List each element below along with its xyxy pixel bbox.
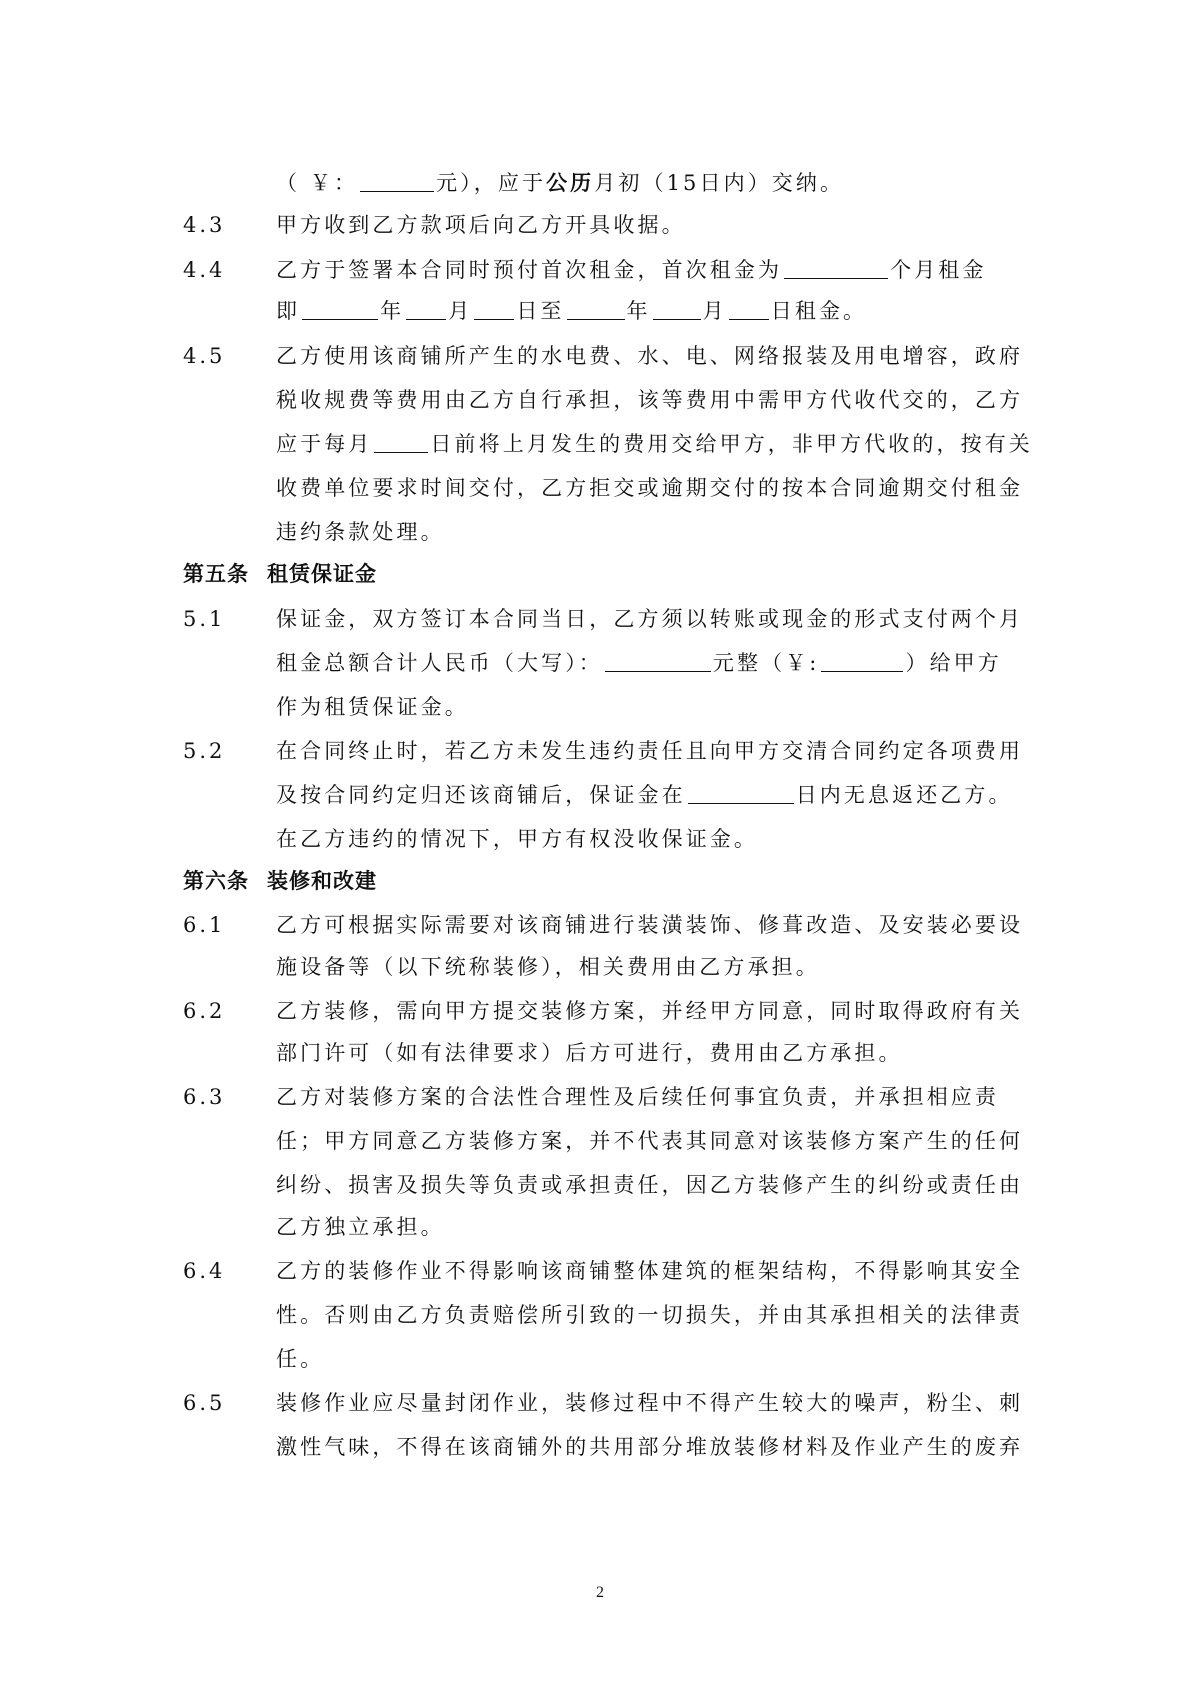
clause-4-5-line-3: 应于每月 日前将上月发生的费用交给甲方，非甲方代收的，按有关 [276, 432, 1033, 456]
clause-number-6-5: 6.5 [183, 1391, 226, 1415]
clause-6-3-line-1: 乙方对装修方案的合法性合理性及后续任何事宜负责，并承担相应责 [276, 1085, 999, 1109]
gregorian-calendar-term: 公历 [546, 170, 595, 195]
clause-number-6-4: 6.4 [183, 1259, 226, 1283]
clause-6-1-line-2: 施设备等（以下统称装修），相关费用由乙方承担。 [276, 955, 820, 979]
end-year-blank [567, 297, 625, 320]
clause-number-4-4: 4.4 [183, 258, 226, 282]
clause-6-1-line-1: 乙方可根据实际需要对该商铺进行装潢装饰、修葺改造、及安装必要设 [276, 913, 1024, 937]
clause-4-5-line-4: 收费单位要求时间交付，乙方拒交或逾期交付的按本合同逾期交付租金 [276, 476, 1024, 500]
clause-4-4-line-1: 乙方于签署本合同时预付首次租金，首次租金为 个月租金 [276, 258, 987, 282]
clause-4-3-text: 甲方收到乙方款项后向乙方开具收据。 [276, 213, 686, 237]
clause-5-2-line-1: 在合同终止时，若乙方未发生违约责任且向甲方交清合同约定各项费用 [276, 739, 1024, 763]
clause-number-4-5: 4.5 [183, 344, 226, 368]
end-day-blank [729, 297, 769, 320]
clause-6-4-line-1: 乙方的装修作业不得影响该商铺整体建筑的框架结构，不得影响其安全 [276, 1259, 1024, 1283]
clause-5-2-line-2: 及按合同约定归还该商铺后，保证金在 日内无息返还乙方。 [276, 783, 1013, 807]
start-year-blank [302, 297, 378, 320]
clause-4-5-line-2: 税收规费等费用由乙方自行承担，该等费用中需甲方代收代交的，乙方 [276, 388, 1024, 412]
rent-payment-line: （ ￥： 元），应于公历月初（15日内）交纳。 [276, 170, 845, 195]
start-month-blank [406, 297, 446, 320]
clause-6-4-line-2: 性。否则由乙方负责赔偿所引致的一切损失，并由其承担相关的法律责 [276, 1303, 1024, 1327]
months-blank [784, 256, 888, 279]
page-number: 2 [596, 1584, 604, 1601]
end-month-blank [653, 297, 701, 320]
payment-day-blank [374, 430, 428, 453]
clause-6-4-line-3: 任。 [276, 1347, 325, 1371]
clause-6-3-line-4: 乙方独立承担。 [276, 1215, 445, 1239]
clause-5-1-line-1: 保证金，双方签订本合同当日，乙方须以转账或现金的形式支付两个月 [276, 607, 1024, 631]
clause-6-2-line-2: 部门许可（如有法律要求）后方可进行，费用由乙方承担。 [276, 1041, 903, 1065]
clause-number-6-2: 6.2 [183, 999, 226, 1023]
clause-number-5-1: 5.1 [183, 607, 226, 631]
refund-days-blank [688, 781, 794, 804]
clause-4-5-line-5: 违约条款处理。 [276, 520, 445, 544]
clause-6-3-line-2: 任；甲方同意乙方装修方案，并不代表其同意对该装修方案产生的任何 [276, 1129, 1024, 1153]
clause-6-2-line-1: 乙方装修，需向甲方提交装修方案，并经甲方同意，同时取得政府有关 [276, 999, 1024, 1023]
clause-5-1-line-2: 租金总额合计人民币（大写）： 元整（￥: ）给甲方 [276, 651, 1002, 675]
amount-blank [360, 169, 434, 192]
clause-5-1-line-3: 作为租赁保证金。 [276, 695, 469, 719]
clause-6-3-line-3: 纠纷、损害及损失等负责或承担责任，因乙方装修产生的纠纷或责任由 [276, 1173, 1024, 1197]
clause-number-6-1: 6.1 [183, 913, 226, 937]
deposit-words-blank [605, 649, 711, 672]
deposit-amount-blank [821, 649, 903, 672]
clause-number-6-3: 6.3 [183, 1085, 226, 1109]
clause-5-2-line-3: 在乙方违约的情况下，甲方有权没收保证金。 [276, 827, 758, 851]
article-6-heading: 第六条 装修和改建 [183, 868, 377, 893]
clause-number-4-3: 4.3 [183, 213, 226, 237]
start-day-blank [474, 297, 514, 320]
clause-6-5-line-2: 激性气味，不得在该商铺外的共用部分堆放装修材料及作业产生的废弃 [276, 1435, 1024, 1459]
clause-4-5-line-1: 乙方使用该商铺所产生的水电费、水、电、网络报装及用电增容，政府 [276, 344, 1024, 368]
currency-prefix: （ ￥： [276, 171, 359, 195]
clause-6-5-line-1: 装修作业应尽量封闭作业，装修过程中不得产生较大的噪声，粉尘、刺 [276, 1391, 1024, 1415]
clause-4-4-line-2: 即 年 月 日至 年 月 日租金。 [276, 299, 868, 323]
clause-number-5-2: 5.2 [183, 739, 226, 763]
article-5-heading: 第五条 租赁保证金 [183, 561, 377, 586]
